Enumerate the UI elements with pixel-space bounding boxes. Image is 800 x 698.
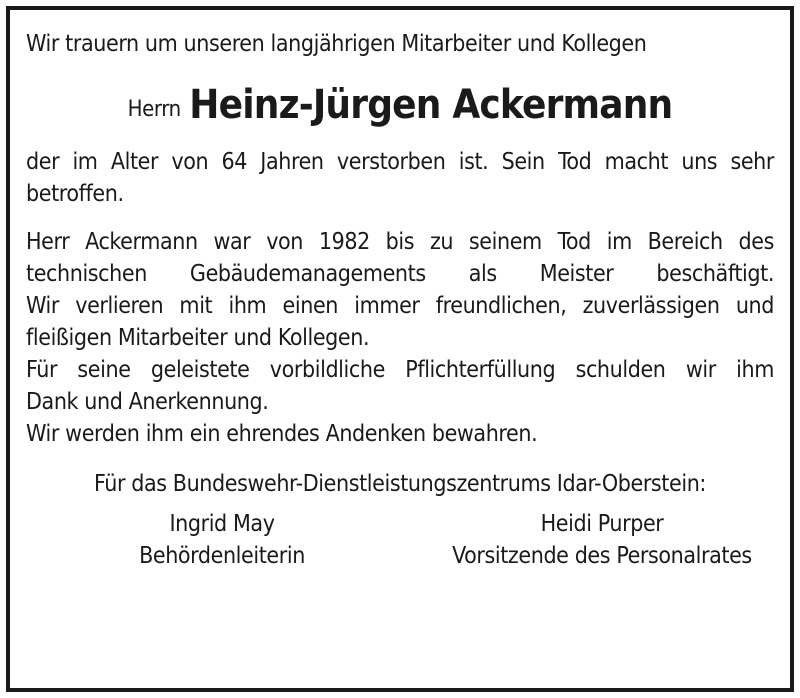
deceased-name: Heinz-Jürgen Ackermann [189, 82, 673, 128]
signer-right [430, 508, 774, 572]
deceased-heading [26, 82, 774, 128]
paragraph-line: Herr Ackermann war von 1982 bis zu seinem Tod im Bereich des [26, 229, 774, 255]
salutation: Herrn [127, 97, 181, 122]
paragraph-line: technischen Gebäudemanagements als Meister beschäftigt. [26, 261, 774, 287]
obituary-notice [6, 6, 794, 692]
on-behalf-of: Für das Bundeswehr-Dienstleistungszentrums Idar-Oberstein: [93, 471, 706, 497]
paragraph-line: Dank und Anerkennung. [26, 389, 269, 415]
signer-role: Vorsitzende des Personalrates [452, 543, 752, 569]
paragraph-line: der im Alter von 64 Jahren verstorben ist. Sein Tod macht uns sehr [26, 149, 774, 175]
notice-content [26, 28, 774, 574]
signer-name: Heidi Purper [540, 511, 664, 537]
signer-role: Behördenleiterin [139, 543, 305, 569]
paragraph-age [26, 146, 774, 210]
paragraph-line: Wir werden ihm ein ehrendes Andenken bewahren. [26, 421, 538, 447]
paragraph-line: Wir verlieren mit ihm einen immer freundlichen, zuverlässigen und [26, 293, 774, 319]
paragraph-line: betroffen. [26, 181, 124, 207]
paragraph-line: fleißigen Mitarbeiter und Kollegen. [26, 325, 370, 351]
intro-text: Wir trauern um unseren langjährigen Mitarbeiter und Kollegen [26, 31, 647, 57]
paragraph-line: Für seine geleistete vorbildliche Pflichterfüllung schulden wir ihm [26, 357, 774, 383]
signatories [26, 508, 774, 574]
paragraph-career [26, 226, 774, 450]
signer-left [114, 508, 330, 572]
signer-name: Ingrid May [169, 511, 275, 537]
